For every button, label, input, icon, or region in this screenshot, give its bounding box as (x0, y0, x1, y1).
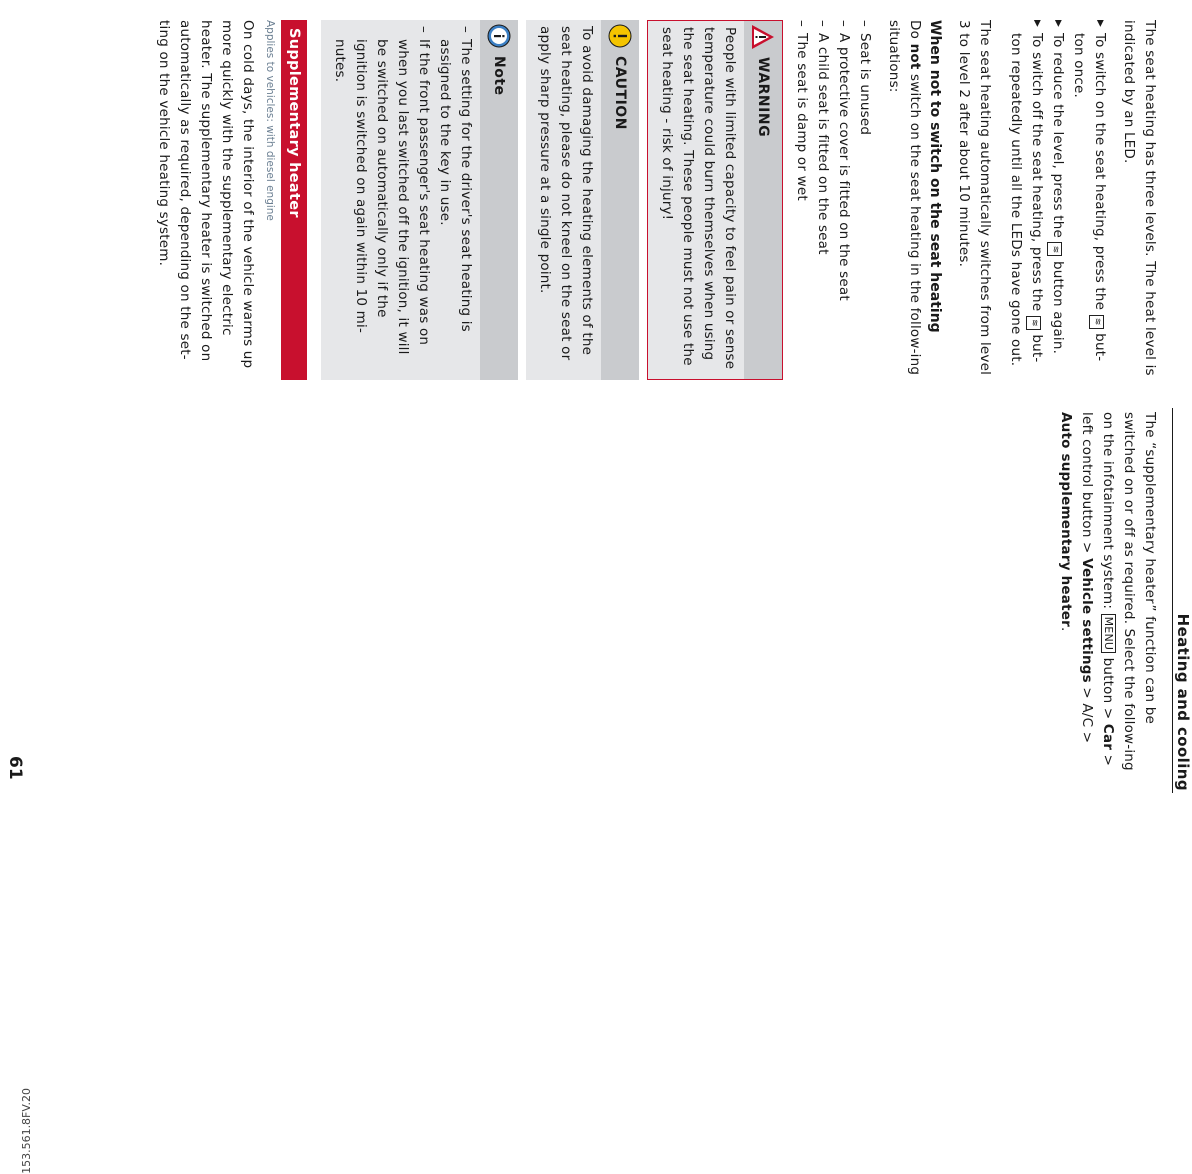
when-not-heading: When not to switch on the seat heating (927, 20, 943, 333)
list-item: – Seat is unused (854, 20, 875, 380)
header-rule (1172, 408, 1173, 793)
list-item: – A child seat is fitted on the seat (812, 20, 833, 380)
info-circle-icon (487, 24, 511, 48)
header-title: Heating and cooling (1174, 613, 1192, 791)
left-column (153, 20, 1160, 380)
document-code: 153.561.8FV.20 (20, 1088, 33, 1174)
right-column (1055, 412, 1160, 782)
note-list (321, 20, 480, 380)
auto-switch-paragraph: The seat heating automatically switches from level 3 to level 2 after about 10 minutes. (956, 20, 993, 376)
caution-text: To avoid damaging the heating elements of the seat heating, please do not kneel on the seat or apply sharp pressure at a single point. (526, 20, 601, 380)
when-not-paragraph: Do not switch on the seat heating in the follow-ing situations: (886, 20, 923, 376)
list-item: – A protective cover is fitted on the seat (833, 20, 854, 380)
list-item: – The seat is damp or wet (791, 20, 812, 380)
page-number: 61 (5, 756, 25, 780)
warning-box (647, 20, 783, 380)
supplementary-heater-section (153, 20, 307, 380)
situations-list (791, 20, 875, 380)
list-item: – If the front passenger's seat heating was on when you last switched off the ignition, it will be switched on automatically only if the ignition is switched on again within 10 mi-nutes. (329, 26, 434, 372)
seat-heating-icon: ≋ (1047, 242, 1062, 256)
page-header (1174, 0, 1190, 793)
caution-box (526, 20, 639, 380)
section-paragraph: On cold days, the interior of the vehicle warms up more quickly with the supplementary electric heater. The supplementary heater is switched on automatically as required, depending on the set-ting on the vehicle heating system. (156, 20, 256, 369)
seat-heating-steps (1005, 20, 1110, 380)
warning-text: People with limited capacity to feel pain or sense temperature could burn themselves when using the seat heating. These people must not use the seat heating - risk of injury! (647, 20, 744, 380)
infotainment-instructions: The “supplementary heater” function can be switched on or off as required. Select the follow-ing on the infotainment system: MENU button > Car > left control button > Vehicle settings > A/C > Auto supplementary heater. (1058, 412, 1158, 771)
caution-circle-icon (608, 24, 632, 48)
applies-to: Applies to vehicles: with diesel engine (264, 20, 276, 221)
section-title: Supplementary heater (281, 20, 307, 380)
caution-title: CAUTION (612, 56, 628, 130)
list-item: – The setting for the driver's seat heating is assigned to the key in use. (434, 26, 476, 372)
menu-key: MENU (1101, 614, 1116, 654)
seat-heating-icon: ≋ (1026, 316, 1041, 330)
warning-title: WARNING (755, 57, 771, 138)
step-switch-off: ▶ To switch off the seat heating, press the ≋ but-ton repeatedly until all the LEDs have gone out. (1005, 20, 1047, 380)
intro-paragraph: The seat heating has three levels. The heat level is indicated by an LED. (1121, 20, 1158, 376)
step-reduce: ▶ To reduce the level, press the ≋ button again. (1047, 20, 1068, 380)
warning-triangle-icon (751, 25, 775, 49)
note-title: Note (491, 56, 507, 96)
step-switch-on: ▶ To switch on the seat heating, press the ≋ but-ton once. (1068, 20, 1110, 380)
note-box (321, 20, 518, 380)
seat-heating-icon: ≋ (1089, 315, 1104, 329)
